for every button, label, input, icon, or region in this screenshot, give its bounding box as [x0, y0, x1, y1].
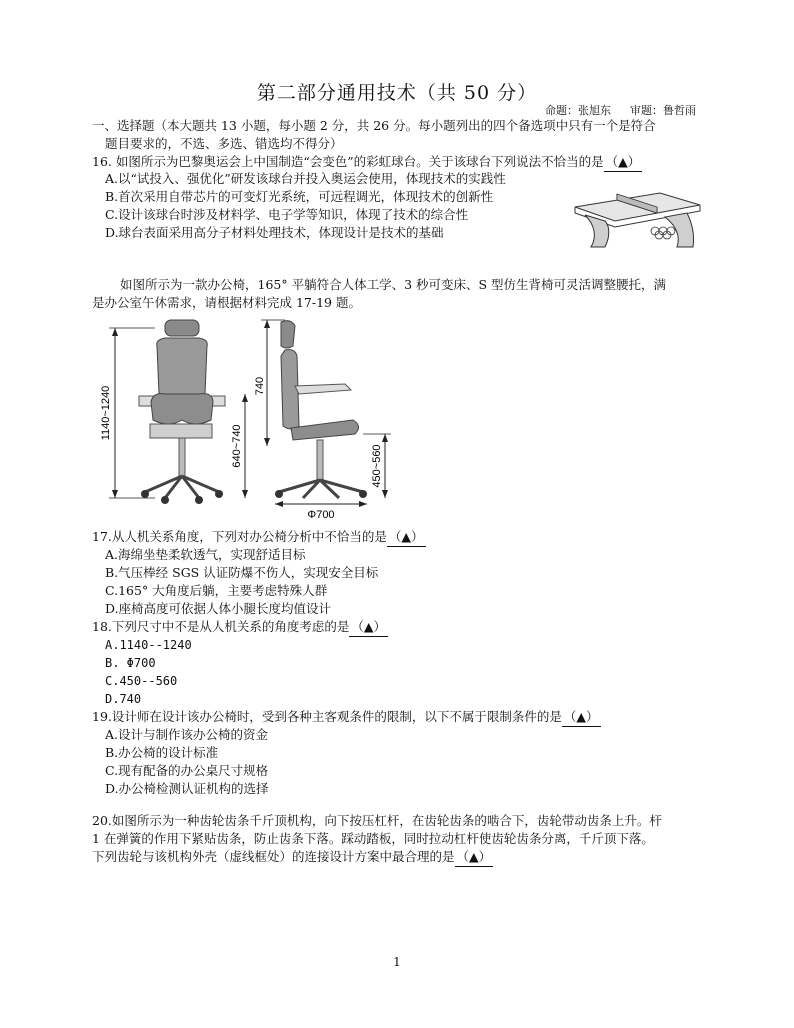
q16-option-d: D.球台表面采用高分子材料处理技术，体现设计是技术的基础 — [105, 225, 444, 240]
q19-answer-blank: （▲） — [562, 708, 601, 727]
section1-line1: 一、选择题（本大题共 13 小题，每小题 2 分，共 26 分。每小题列出的四个备选项中只有一个是符合 — [92, 118, 656, 133]
backrest-front — [157, 338, 208, 394]
q17-option-c: C.165° 大角度后躺，主要考虑特殊人群 — [105, 583, 328, 598]
q20-line1: 20.如图所示为一种齿轮齿条千斤顶机构，向下按压杠杆，在齿轮齿条的啮合下，齿轮带动齿条上升。杆 — [92, 813, 662, 828]
seat-side — [291, 420, 359, 440]
chair-intro-line2: 是办公室午休需求，请根据材料完成 17-19 题。 — [92, 295, 361, 310]
q18-stem — [92, 618, 388, 637]
q18-option-a: A.1140--1240 — [105, 638, 192, 652]
q17-option-b: B.气压棒经 SGS 认证防爆不伤人，实现安全目标 — [105, 565, 379, 580]
q16-option-c: C.设计该球台时涉及材料学、电子学等知识，体现了技术的综合性 — [105, 207, 469, 222]
ping-pong-table-image — [565, 175, 705, 255]
q18-stem-text: 18.下列尺寸中不是从人机关系的角度考虑的是 — [92, 619, 350, 634]
dim-seat-label: 640~740 — [231, 424, 243, 468]
q18-option-b: B. Φ700 — [105, 656, 156, 670]
q19-stem-text: 19.设计师在设计该办公椅时，受到各种主客观条件的限制，以下不属于限制条件的是 — [92, 709, 562, 724]
office-chair-figure — [95, 316, 395, 526]
section1-line2: 题目要求的，不选、多选、错选均不得分） — [105, 136, 343, 151]
headrest-front — [165, 320, 199, 336]
q19-option-a: A.设计与制作该办公椅的资金 — [105, 727, 269, 742]
q17-stem-text: 17.从人机关系角度，下列对办公椅分析中不恰当的是 — [92, 529, 387, 544]
q16-stem-text: 16. 如图所示为巴黎奥运会上中国制造“会变色”的彩虹球台。关于该球台下列说法不恰当的是 — [92, 154, 604, 169]
q19-option-d: D.办公椅检测认证机构的选择 — [105, 781, 269, 796]
q18-option-c: C.450--560 — [105, 674, 178, 688]
q18-option-d: D.740 — [105, 692, 142, 706]
q16-option-a: A.以“试投入、强优化”研发该球台并投入奥运会使用，体现技术的实践性 — [105, 171, 506, 186]
q19-option-c: C.现有配备的办公桌尺寸规格 — [105, 763, 269, 778]
reviewer-label: 审题：鲁哲雨 — [630, 104, 696, 117]
q20-line3-text: 下列齿轮与该机构外壳（虚线框处）的连接设计方案中最合理的是 — [92, 849, 455, 864]
q19-option-b: B.办公椅的设计标准 — [105, 745, 219, 760]
q17-option-d: D.座椅高度可依据人体小腿长度均值设计 — [105, 601, 332, 616]
q16-option-b: B.首次采用自带芯片的可变灯光系统，可远程调光，体现技术的创新性 — [105, 189, 494, 204]
author-label: 命题：张旭东 — [545, 104, 611, 117]
page-title: 第二部分通用技术（共 50 分） — [256, 82, 538, 104]
q20-line2: 1 在弹簧的作用下紧贴齿条，防止齿条下落。踩动踏板，同时拉动杠杆使齿轮齿条分离，千斤顶下落。 — [92, 831, 654, 846]
q16-answer-blank: （▲） — [604, 153, 643, 172]
dim-height-label: 1140~1240 — [100, 385, 112, 441]
chair-intro-line1: 如图所示为一款办公椅，165° 平躺符合人体工学、3 秒可变床、S 型仿生背椅可灵活调整腰托，满 — [120, 277, 667, 292]
q20-answer-blank: （▲） — [455, 848, 494, 867]
headrest-side — [281, 321, 295, 348]
q20-line3 — [92, 848, 493, 867]
seat-front — [151, 394, 213, 424]
q19-stem — [92, 708, 601, 727]
dim-back-label: 740 — [254, 376, 266, 396]
dim-base-label: Φ700 — [307, 509, 335, 521]
page-number: 1 — [393, 955, 401, 969]
q18-answer-blank: （▲） — [349, 618, 388, 637]
q17-option-a: A.海绵坐垫柔软透气，实现舒适目标 — [105, 547, 306, 562]
dim-leg-label: 450~560 — [371, 444, 383, 488]
q17-stem — [92, 528, 426, 547]
q17-answer-blank: （▲） — [387, 528, 426, 547]
